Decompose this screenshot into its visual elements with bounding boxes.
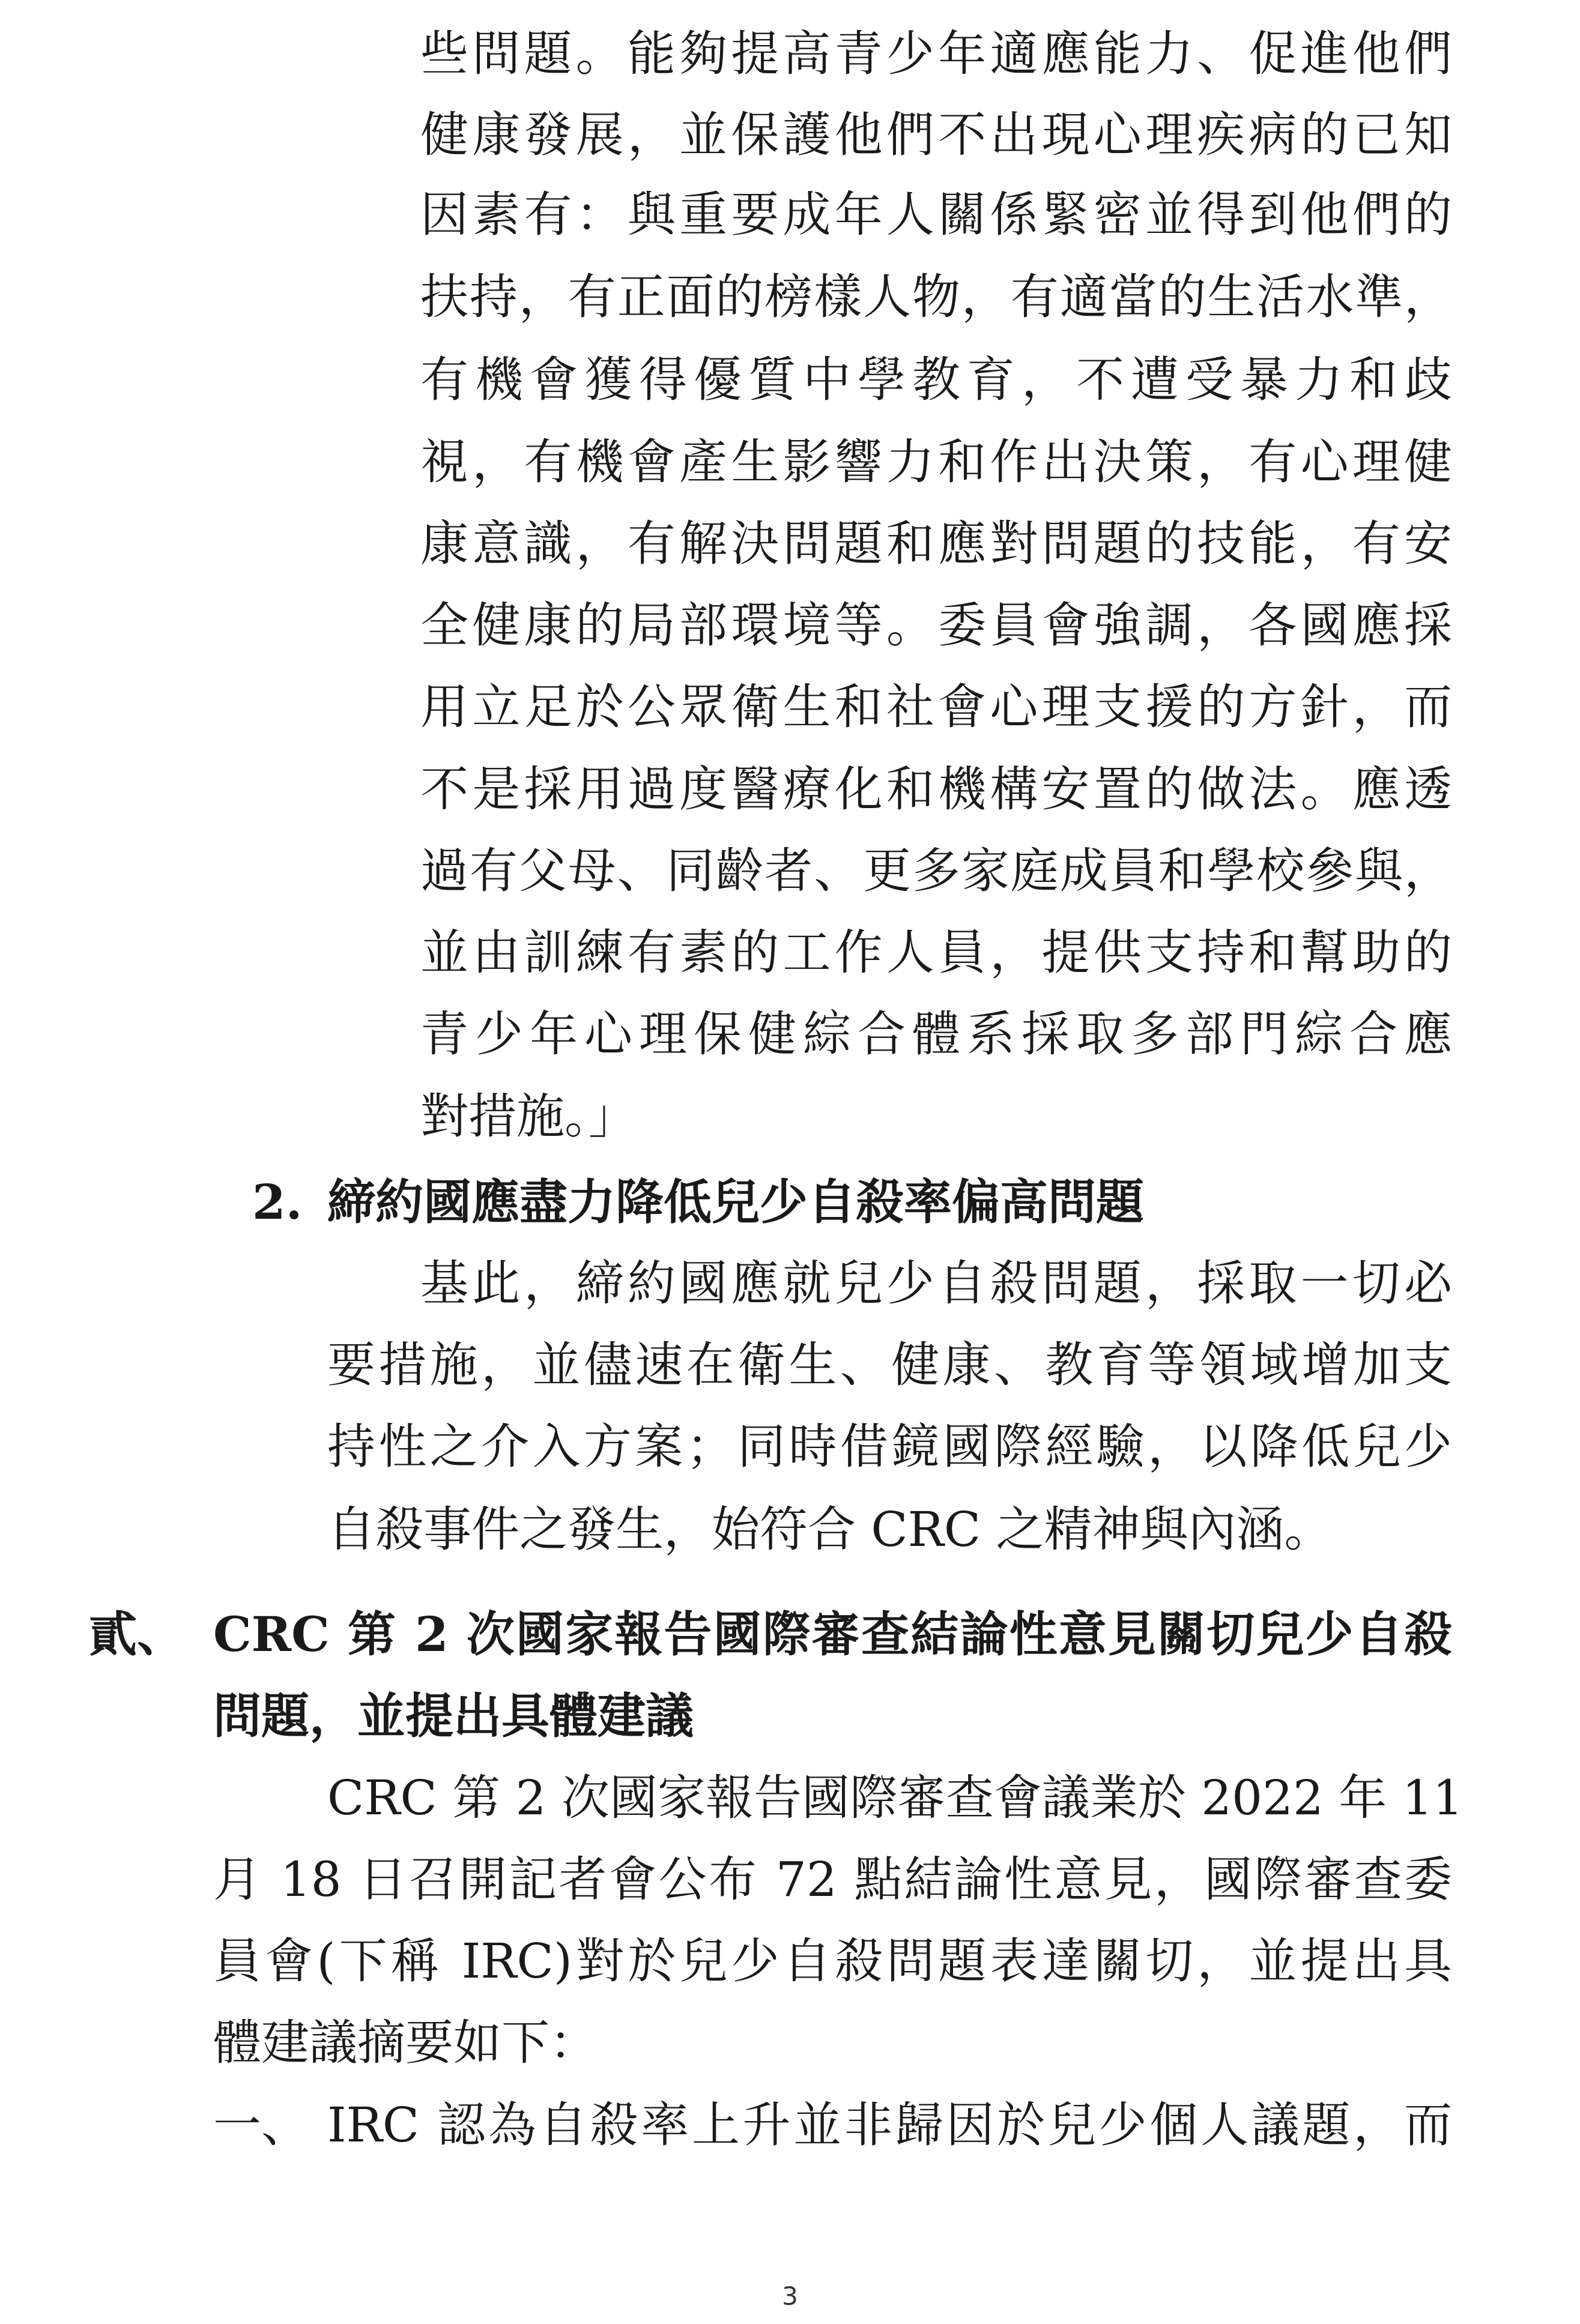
paragraph-line: 月 18 日召開記者會公布 72 點結論性意見，國際審查委 xyxy=(213,1852,1452,1907)
quote-line: 有機會獲得優質中學教育，不遭受暴力和歧 xyxy=(420,352,1452,408)
section-title-line: CRC 第 2 次國家報告國際審查結論性意見關切兒少自殺 xyxy=(213,1606,1452,1662)
list-item-text: IRC 認為自殺率上升並非歸因於兒少個人議題，而 xyxy=(327,2097,1452,2153)
section-title-line: 問題，並提出具體建議 xyxy=(213,1688,694,1744)
quote-line: 用立足於公眾衛生和社會心理支援的方針，而 xyxy=(420,679,1452,735)
paragraph-line: 基此，締約國應就兒少自殺問題，採取一切必 xyxy=(420,1255,1452,1311)
subsection-number: 2. xyxy=(252,1174,303,1230)
quote-line: 並由訓練有素的工作人員，提供支持和幫助的 xyxy=(420,925,1452,980)
quote-line: 對措施。」 xyxy=(420,1088,637,1144)
section-label: 貳、 xyxy=(89,1606,185,1662)
quote-line: 健康發展，並保護他們不出現心理疾病的已知 xyxy=(420,107,1452,163)
quote-line: 扶持，有正面的榜樣人物，有適當的生活水準， xyxy=(420,269,1452,325)
paragraph-line: 持性之介入方案；同時借鏡國際經驗，以降低兒少 xyxy=(327,1419,1452,1474)
quote-line: 視，有機會產生影響力和作出決策，有心理健 xyxy=(420,434,1452,490)
paragraph-line: CRC 第 2 次國家報告國際審查會議業於 2022 年 11 xyxy=(327,1770,1463,1826)
quote-line: 不是採用過度醫療化和機構安置的做法。應透 xyxy=(420,761,1452,817)
quote-line: 因素有：與重要成年人關係緊密並得到他們的 xyxy=(420,187,1452,243)
quote-line: 過有父母、同齡者、更多家庭成員和學校參與， xyxy=(420,843,1452,899)
subsection-title: 締約國應盡力降低兒少自殺率偏高問題 xyxy=(327,1174,1144,1230)
quote-line: 康意識，有解決問題和應對問題的技能，有安 xyxy=(420,516,1452,572)
quote-line: 全健康的局部環境等。委員會強調，各國應採 xyxy=(420,597,1452,653)
paragraph-line: 員會(下稱 IRC)對於兒少自殺問題表達關切，並提出具 xyxy=(213,1933,1452,1989)
page-number: 3 xyxy=(782,2281,798,2311)
paragraph-line: 要措施，並儘速在衛生、健康、教育等領域增加支 xyxy=(327,1337,1452,1393)
quote-line: 青少年心理保健綜合體系採取多部門綜合應 xyxy=(420,1006,1452,1062)
list-item-label: 一、 xyxy=(213,2097,309,2153)
paragraph-line: 體建議摘要如下： xyxy=(213,2015,598,2071)
quote-line: 些問題。能夠提高青少年適應能力、促進他們 xyxy=(420,26,1452,82)
paragraph-line: 自殺事件之發生，始符合 CRC 之精神與內涵。 xyxy=(327,1502,1333,1557)
